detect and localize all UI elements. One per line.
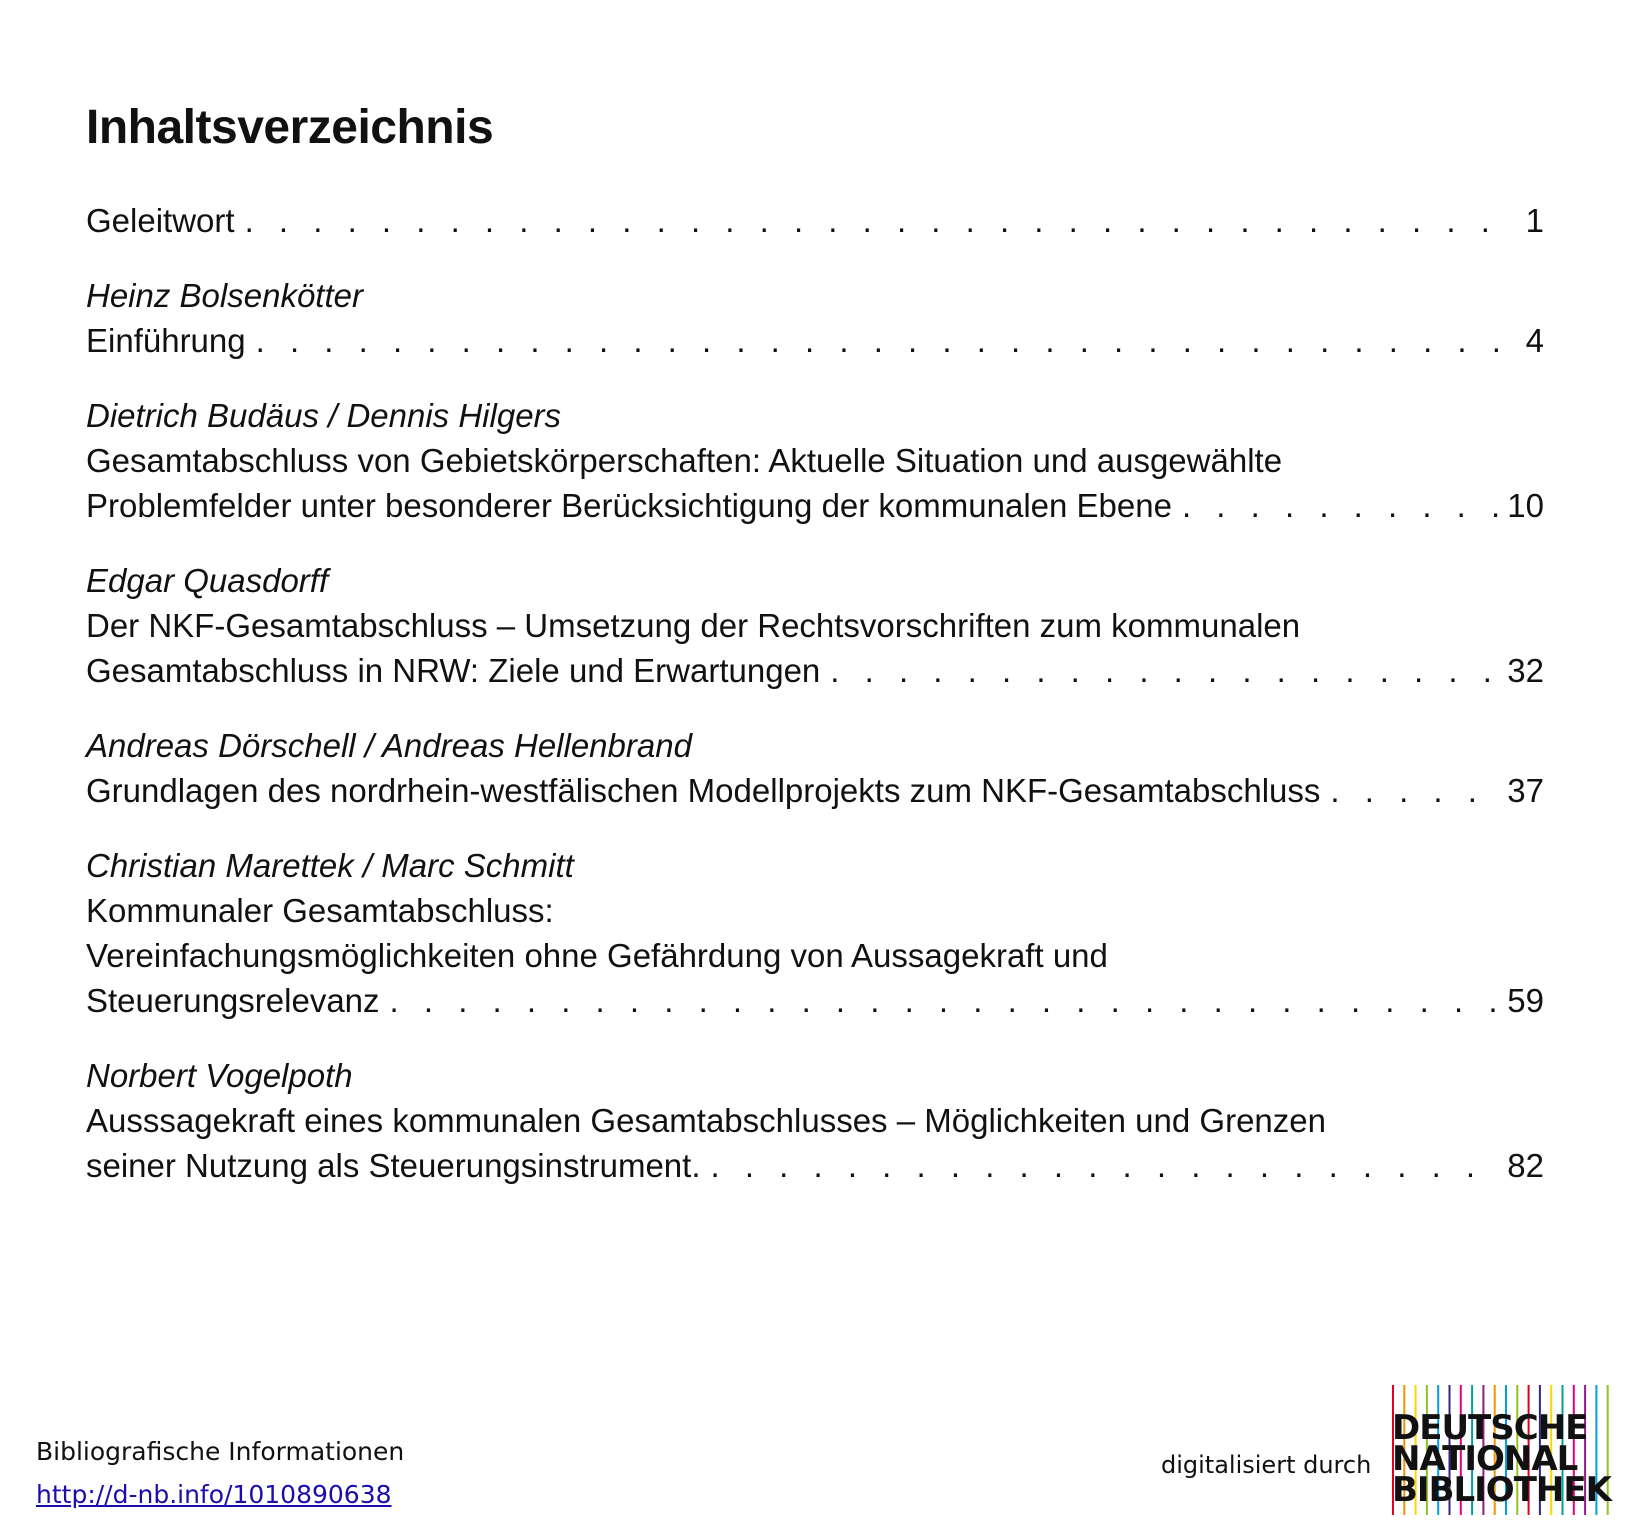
table-of-contents (86, 198, 1544, 1218)
bibliographic-link[interactable]: http://d-nb.info/1010890638 (36, 1480, 392, 1509)
toc-title-line: Vereinfachungsmöglichkeiten ohne Gefährdung von Aussagekraft und (86, 937, 1108, 974)
toc-page-number: 82 (1507, 1147, 1544, 1184)
toc-page-number: 1 (1525, 202, 1544, 239)
toc-page-number: 32 (1507, 652, 1544, 689)
toc-entry (86, 273, 1544, 363)
toc-entry (86, 1053, 1544, 1188)
dot-leader (1182, 483, 1499, 528)
dot-leader (711, 1143, 1500, 1188)
toc-title-line: Grundlagen des nordrhein-westfälischen Modellprojekts zum NKF-Gesamtabschluss (86, 772, 1321, 809)
toc-title-line: Gesamtabschluss in NRW: Ziele und Erwartungen (86, 652, 821, 689)
dot-leader (390, 978, 1500, 1023)
toc-author: Edgar Quasdorff (86, 562, 329, 599)
toc-title-row (86, 1143, 1544, 1188)
toc-author: Christian Marettek / Marc Schmitt (86, 847, 574, 884)
dnb-logo (1392, 1408, 1611, 1510)
dnb-logo-line: DEUTSCHE (1392, 1408, 1588, 1448)
digitized-by-label: digitalisiert durch (1161, 1451, 1372, 1479)
toc-title-row (86, 978, 1544, 1023)
bibliographic-info (36, 1430, 404, 1516)
toc-entry (86, 198, 1544, 243)
toc-entry (86, 393, 1544, 528)
toc-title-row (86, 198, 1544, 243)
dnb-logo-line: NATIONAL (1392, 1439, 1578, 1479)
dot-leader (245, 198, 1502, 243)
bibliographic-label: Bibliografische Informationen (36, 1437, 405, 1466)
toc-title-line: Der NKF-Gesamtabschluss – Umsetzung der Rechtsvorschriften zum kommunalen (86, 607, 1301, 644)
toc-title-line: Einführung (86, 322, 246, 359)
dot-leader (1330, 768, 1499, 813)
dnb-logo-line: BIBLIOTHEK (1392, 1470, 1611, 1510)
page-title: Inhaltsverzeichnis (86, 101, 494, 154)
toc-entry (86, 723, 1544, 813)
toc-title-line: Steuerungsrelevanz (86, 982, 380, 1019)
toc-page-number: 37 (1507, 772, 1544, 809)
toc-title-row (86, 648, 1544, 693)
toc-page-number: 4 (1525, 322, 1544, 359)
toc-entry (86, 843, 1544, 1023)
toc-title-row (86, 318, 1544, 363)
toc-title-line: Geleitwort (86, 202, 235, 239)
toc-page-number: 10 (1507, 487, 1544, 524)
toc-title-row (86, 768, 1544, 813)
toc-title-line: Gesamtabschluss von Gebietskörperschaften: Aktuelle Situation und ausgewählte (86, 442, 1283, 479)
toc-author: Norbert Vogelpoth (86, 1057, 353, 1094)
dot-leader (830, 648, 1499, 693)
toc-title-row (86, 483, 1544, 528)
toc-title-line: seiner Nutzung als Steuerungsinstrument. (86, 1147, 701, 1184)
toc-author: Dietrich Budäus / Dennis Hilgers (86, 397, 562, 434)
toc-title-line: Kommunaler Gesamtabschluss: (86, 892, 554, 929)
toc-title-line: Ausssagekraft eines kommunalen Gesamtabschlusses – Möglichkeiten und Grenzen (86, 1102, 1326, 1139)
toc-page-number: 59 (1507, 982, 1544, 1019)
dot-leader (256, 318, 1502, 363)
toc-author: Andreas Dörschell / Andreas Hellenbrand (86, 727, 692, 764)
toc-title-line: Problemfelder unter besonderer Berücksichtigung der kommunalen Ebene (86, 487, 1172, 524)
toc-entry (86, 558, 1544, 693)
toc-author: Heinz Bolsenkötter (86, 277, 363, 314)
